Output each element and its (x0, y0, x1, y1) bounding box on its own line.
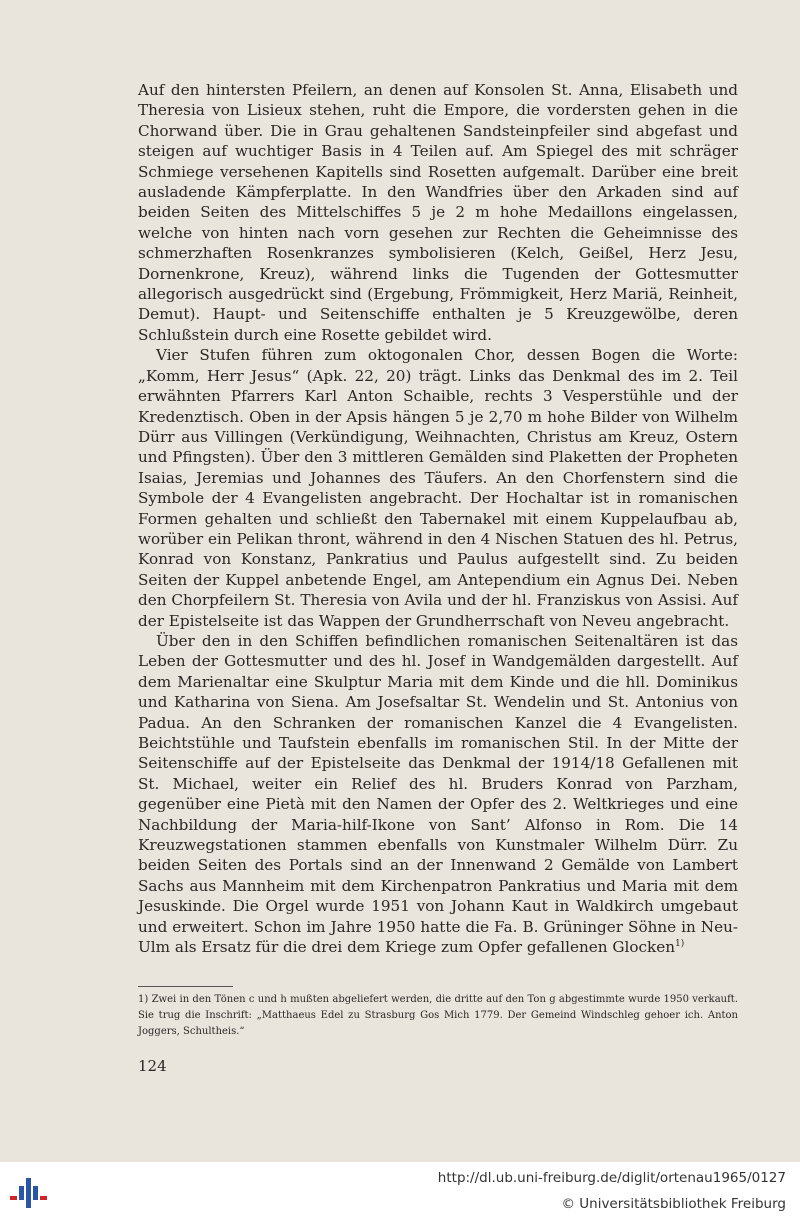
copyright-text: © Universitätsbibliothek Freiburg (561, 1196, 786, 1212)
ub-freiburg-logo-icon[interactable] (10, 1172, 52, 1212)
source-url-link[interactable]: http://dl.ub.uni-freiburg.de/diglit/ortenau1965/0127 (437, 1170, 786, 1186)
paragraph-3 (138, 631, 738, 958)
paragraph-1: Auf den hintersten Pfeilern, an denen auf Konsolen St. Anna, Elisabeth und Theresia von Lisieux stehen, ruht die Empore, die vordersten gehen in die Chorwand über. Die in Grau gehaltenen Sandsteinpfeiler sind abgefast und steigen auf wuchtiger Basis in 4 Teilen auf. Am Spiegel des mit schräger Schmiege versehenen Kapitells sind Rosetten aufgemalt. Darüber eine breit ausladende Kämpferplatte. In den Wandfries über den Arkaden sind auf beiden Seiten des Mittelschiffes 5 je 2 m hohe Medaillons eingelassen, welche von hinten nach vorn gesehen zur Rechten die Geheimnisse des schmerzhaften Rosenkranzes symbolisieren (Kelch, Geißel, Herz Jesu, Dornenkrone, Kreuz), während links die Tugenden der Gottesmutter allegorisch ausgedrückt sind (Ergebung, Frömmigkeit, Herz Mariä, Reinheit, Demut). Haupt- und Seitenschiffe enthalten je 5 Kreuzgewölbe, deren Schlußstein durch eine Rosette gebildet wird. (138, 81, 738, 344)
paragraph-3-text: Über den in den Schiffen befindlichen romanischen Seitenaltären ist das Leben der Gottesmutter und des hl. Josef in Wandgemälden dargestellt. Auf dem Marienaltar eine Skulptur Maria mit dem Kinde und die hll. Dominikus und Katharina von Siena. Am Josefsaltar St. Wendelin und St. Antonius von Padua. An den Schranken der romanischen Kanzel die 4 Evangelisten. Beichtstühle und Taufstein ebenfalls im romanischen Stil. In der Mitte der Seitenschiffe auf der Epistelseite das Denkmal der 1914/18 Gefallenen mit St. Michael, weiter ein Relief des hl. Bruders Konrad von Parzham, gegenüber eine Pietà mit den Namen der Opfer des 2. Weltkrieges und eine Nachbildung der Maria-hilf-Ikone von Sant’ Alfonso in Rom. Die 14 Kreuzwegstationen stammen ebenfalls von Kunstmaler Wilhelm Dürr. Zu beiden Seiten des Portals sind an der Innenwand 2 Gemälde von Lambert Sachs aus Mannheim mit dem Kirchenpatron Pankratius und Maria mit dem Jesuskinde. Die Orgel wurde 1951 von Johann Kaut in Waldkirch umgebaut und erweitert. Schon im Jahre 1950 hatte die Fa. B. Grüninger Söhne in Neu-Ulm als Ersatz für die drei dem Kriege zum Opfer gefallenen Glocken (138, 631, 738, 957)
page-number: 124 (138, 1057, 167, 1075)
footnote-divider (138, 986, 233, 987)
library-footer (0, 1162, 800, 1220)
paragraph-2: Vier Stufen führen zum oktogonalen Chor, dessen Bogen die Worte: „Komm, Herr Jesus“ (Apk. 22, 20) trägt. Links das Denkmal des im 2. Teil erwähnten Pfarrers Karl Anton Schaible, rechts 3 Vesperstühle und der Kredenztisch. Oben in der Apsis hängen 5 je 2,70 m hohe Bilder von Wilhelm Dürr aus Villingen (Verkündigung, Weihnachten, Christus am Kreuz, Ostern und Pfingsten). Über den 3 mittleren Gemälden sind Plaketten der Propheten Isaias, Jeremias und Johannes des Täufers. An den Chorfenstern sind die Symbole der 4 Evangelisten angebracht. Der Hochaltar ist in romanischen Formen gehalten und schließt den Tabernakel mit einem Kuppelaufbau ab, worüber ein Pelikan thront, während in den 4 Nischen Statuen des hl. Petrus, Konrad von Konstanz, Pankratius und Paulus aufgestellt sind. Zu beiden Seiten der Kuppel anbetende Engel, am Antependium ein Agnus Dei. Neben den Chorpfeilern St. Theresia von Avila und der hl. Franziskus von Assisi. Auf der Epistelseite ist das Wappen der Grundherrschaft von Neveu angebracht. (138, 346, 738, 630)
body-text (138, 80, 738, 957)
footnote: 1) Zwei in den Tönen c und h mußten abgeliefert werden, die dritte auf den Ton g abgestimmte wurde 1950 verkauft. Sie trug die Inschrift: „Matthaeus Edel zu Strasburg Gos Mich 1779. Der Gemeind Windschleg gehoer ich. Anton Joggers, Schultheis.“ (138, 994, 738, 1037)
footnote-reference[interactable]: 1) (674, 939, 685, 949)
